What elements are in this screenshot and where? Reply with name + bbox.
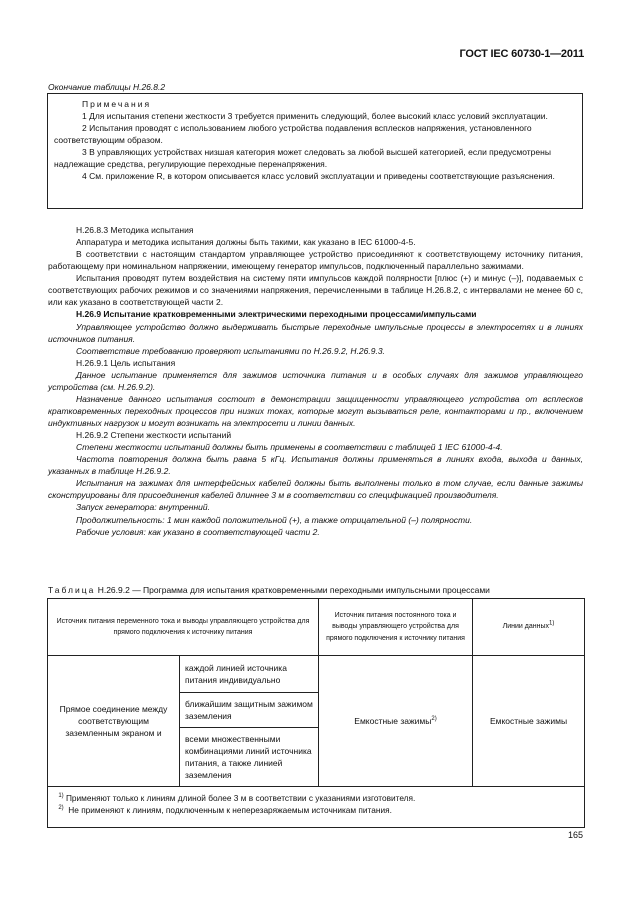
body-text — [48, 224, 583, 538]
paragraph: Испытания проводят путем воздействия на систему пяти импульсов каждой полярности [плюс (+) и минус (–)], подаваемых с соответствующих рабочих режимов и со значениями напряжения, перечисленными в таблице Н.26.8.2, с интервалами не менее 60 с, или как указано в соответствующей части 2. — [48, 273, 583, 308]
section-heading-h2691: Н.26.9.1 Цель испытания — [76, 357, 176, 368]
paragraph: Рабочие условия: как указано в соответствующей части 2. — [76, 526, 320, 537]
table-header-row — [48, 599, 585, 656]
paragraph: Продолжительность: 1 мин каждой положительной (+), а также отрицательной (–) полярности. — [76, 514, 473, 525]
paragraph: Назначение данного испытания состоит в демонстрации защищенности управляющего устройства от всплесков кратковременных переходных процессов при низких токах, которые могут вызываться реле, контакторами и пр., включением индуктивных нагрузок и могут возникать на электросети и линии данных. — [48, 393, 583, 428]
paragraph: Испытания на зажимах для интерфейсных кабелей должны быть выполнены только в том случае, если данные зажимы сконструированы для присоединения кабелей длиннее 3 м в соответствии со спецификацией производителя. — [48, 478, 583, 501]
requirement-paragraph: Управляющее устройство должно выдерживать быстрые переходные импульсные процессы в электросетях и в линиях источников питания. — [48, 321, 583, 344]
table-caption-text: Н.26.9.2 — Программа для испытания кратковременными переходными импульсными процессами — [97, 585, 490, 595]
note-2: 2 Испытания проводят с использованием любого устройства подавления всплесков напряжения, установленного соответствующим образом. — [54, 123, 532, 146]
cell-dc-value: Емкостные зажимы$^{2)}$ — [319, 656, 473, 787]
section-heading-h2683: Н.26.8.3 Методика испытания — [76, 225, 194, 235]
cell-data-value: Емкостные зажимы — [473, 656, 585, 787]
section-heading-h269: Н.26.9 Испытание кратковременными электрическими переходными процессами/импульсами — [76, 309, 477, 320]
note-3: 3 В управляющих устройствах низшая категория может следовать за любой высшей категорией, если предусмотрены надлежащие средства, регулирующие переходные перенапряжения. — [54, 147, 551, 170]
notes-box — [47, 93, 583, 209]
paragraph: В соответствии с настоящим стандартом управляющее устройство присоединяют к соответствующему источнику питания, работающему при номинальном напряжении, имеющему генератор импульсов, подключенный параллельно зажимами. — [48, 249, 583, 272]
section-heading-h2692: Н.26.9.2 Степени жесткости испытаний — [76, 430, 232, 441]
table-footnotes-row — [48, 787, 585, 828]
sub-row-each-line: каждой линией источника питания индивидуально — [180, 656, 319, 693]
header-data-lines: Линии данных$^{1)}$ — [473, 599, 585, 656]
standard-header: ГОСТ IEC 60730-1—2011 — [459, 48, 584, 60]
row-label-direct-connection: Прямое соединение между соответствующим заземленным экраном и — [48, 656, 180, 787]
table-footnotes — [48, 787, 585, 828]
sub-row-combinations: всеми множественными комбинациями линий источника питания, а также линией заземления — [180, 728, 319, 787]
table-continuation-label: Окончание таблицы Н.26.8.2 — [48, 82, 166, 92]
note-4: 4 См. приложение R, в котором описывается класс условий эксплуатации и приведены соответствующие разъяснения. — [82, 171, 555, 182]
table-caption — [48, 584, 588, 596]
footnote-2: $^{2)}$ Не применяют к линиям, подключенным к неперезаряжаемым источникам питания. — [58, 804, 392, 815]
paragraph: Частота повторения должна быть равна 5 кГц. Испытания должны применяться в линиях входа, выхода и данных, указанных в таблице Н.26.9.2. — [48, 454, 583, 477]
header-dc-supply: Источник питания постоянного тока и выводы управляющего устройства для прямого подключения к источнику питания — [319, 599, 473, 656]
test-program-table — [47, 598, 585, 828]
table-caption-label: Таблица — [48, 585, 96, 595]
footnote-1: $^{1)}$ Применяют только к линиям длиной более 3 м в соответствии с указаниями изготовителя. — [58, 793, 416, 803]
paragraph: Данное испытание применяется для зажимов источника питания и в особых случаях для зажимов управляющего устройства (см. Н.26.9.2). — [48, 369, 583, 392]
compliance-paragraph: Соответствие требованию проверяют испытаниями по Н.26.9.2, Н.26.9.3. — [76, 345, 385, 356]
header-ac-supply: Источник питания переменного тока и выводы управляющего устройства для прямого подключения к источнику питания — [48, 599, 319, 656]
paragraph: Запуск генератора: внутренний. — [76, 502, 210, 513]
notes-title: Примечания — [82, 99, 152, 109]
paragraph: Аппаратура и методика испытания должны быть такими, как указано в IEC 61000-4-5. — [76, 237, 416, 248]
page-number: 165 — [567, 830, 583, 840]
paragraph: Степени жесткости испытаний должны быть применены в соответствии с таблицей 1 IEC 61000-4-4. — [76, 442, 503, 453]
sub-row-protective-earth: ближайшим защитным зажимом заземления — [180, 693, 319, 728]
note-1: 1 Для испытания степени жесткости 3 требуется применить следующий, более высокий класс условий эксплуатации. — [82, 111, 548, 122]
table-row — [48, 656, 585, 693]
